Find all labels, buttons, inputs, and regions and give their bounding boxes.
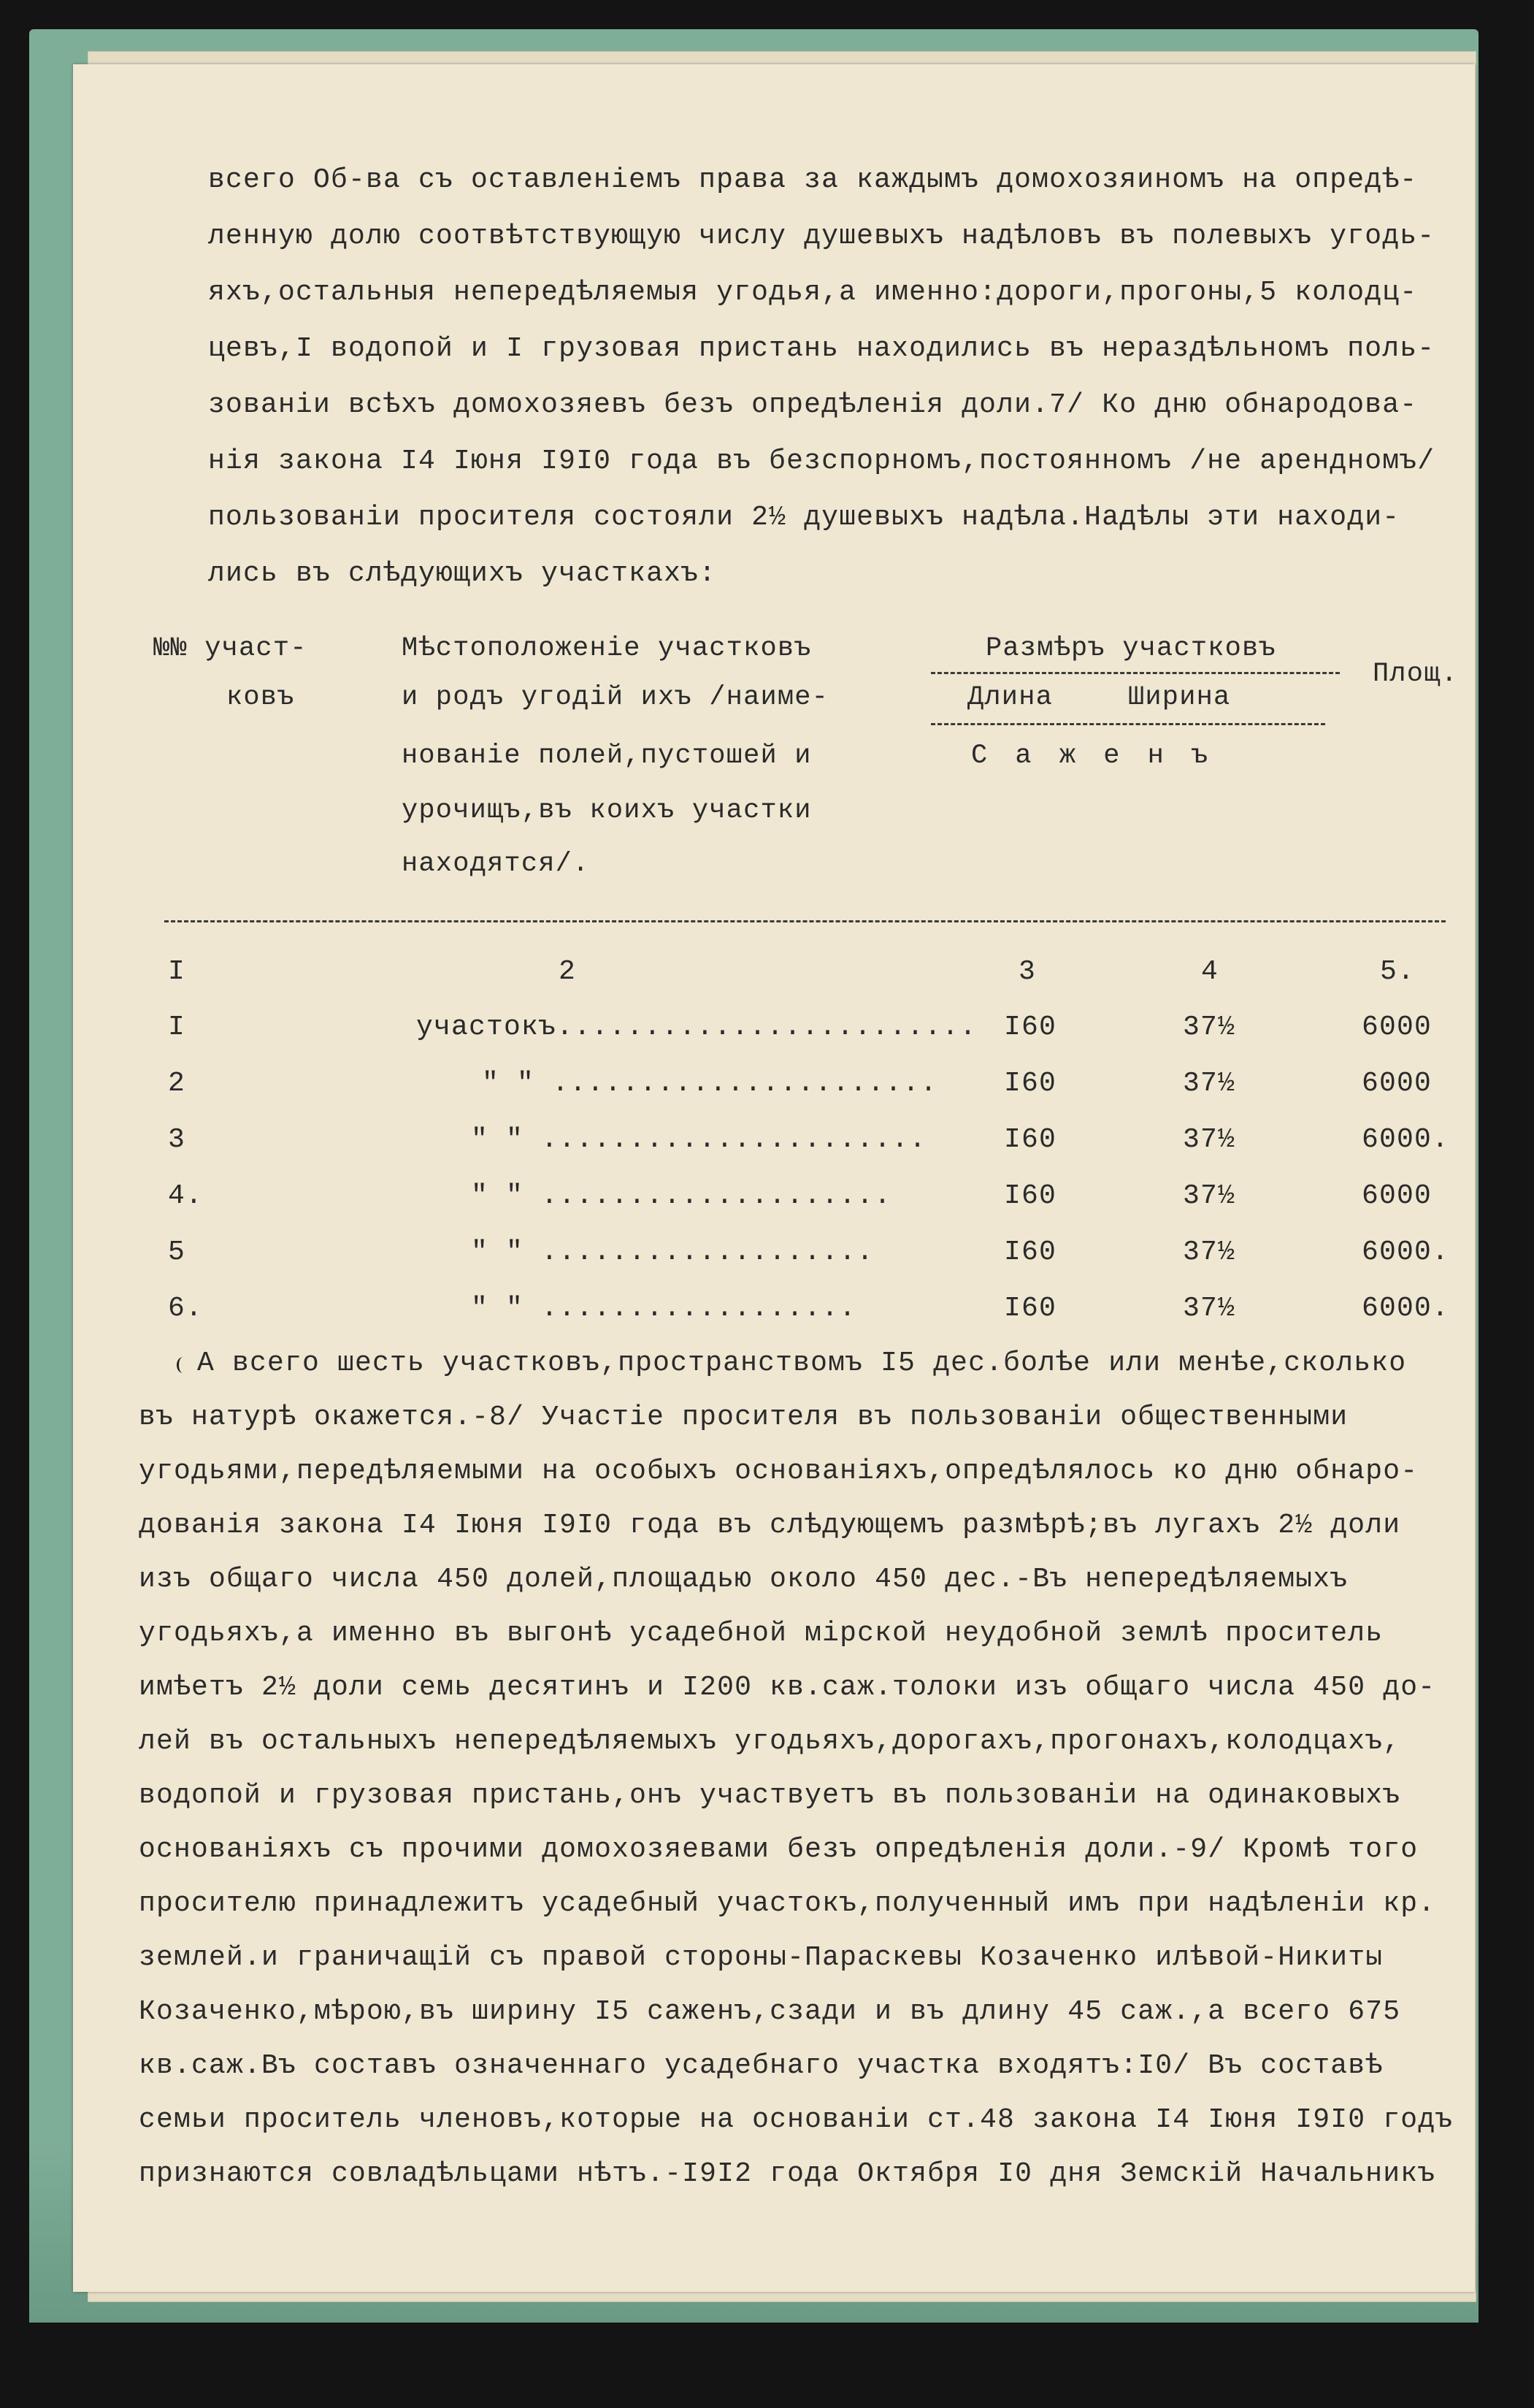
header-location-line: находятся/. [402, 849, 590, 879]
row-number: 5 [168, 1237, 186, 1268]
text-line: ленную долю соотвѣтствующую числу душевыхъ надѣловъ въ полевыхъ угодь- [208, 221, 1435, 252]
text-line: изъ общаго числа 450 долей,площадью около 450 дес.-Въ непередѣляемыхъ [139, 1564, 1349, 1595]
text-line: водопой и грузовая пристань,онъ участвуетъ въ пользованіи на одинаковыхъ [139, 1780, 1401, 1811]
text-line: имѣетъ 2½ доли семь десятинъ и I200 кв.саж.толоки изъ общаго числа 450 до- [139, 1672, 1436, 1703]
text-line: землей.и граничащій съ правой стороны-Параскевы Козаченко илѣвой-Никиты [139, 1942, 1384, 1973]
row-number: 2 [168, 1068, 186, 1099]
row-width: 37½ [1183, 1293, 1236, 1324]
text-line: угодьяхъ,а именно въ выгонѣ усадебной мірской неудобной землѣ проситель [139, 1618, 1384, 1649]
row-length: I60 [1004, 1293, 1057, 1324]
row-description: участокъ........................ [416, 1012, 978, 1043]
row-length: I60 [1004, 1180, 1057, 1212]
text-line: лись въ слѣдующихъ участкахъ: [208, 558, 717, 589]
row-area: 6000. [1362, 1124, 1450, 1155]
text-line: просителю принадлежитъ усадебный участокъ,полученный имъ при надѣленіи кр. [139, 1888, 1436, 1919]
row-number: 6. [168, 1293, 204, 1324]
row-area: 6000. [1362, 1237, 1450, 1268]
column-number: 2 [559, 956, 577, 987]
text-line: кв.саж.Въ составъ означеннаго усадебнаго участка входятъ:I0/ Въ составѣ [139, 2050, 1384, 2082]
row-area: 6000 [1362, 1012, 1433, 1043]
text-line: лей въ остальныхъ непередѣляемыхъ угодьяхъ,дорогахъ,прогонахъ,колодцахъ, [139, 1726, 1401, 1757]
text-line: всего Об-ва съ оставленіемъ права за каждымъ домохозяиномъ на опредѣ- [208, 164, 1418, 196]
row-description: " " ...................... [482, 1068, 938, 1099]
text-line: нія закона I4 Іюня I9I0 года въ безспорномъ,постоянномъ /не арендномъ/ [208, 446, 1435, 477]
row-length: I60 [1004, 1124, 1057, 1155]
text-line: въ натурѣ окажется.-8/ Участіе просителя въ пользованіи общественными [139, 1402, 1349, 1433]
text-line: зованіи всѣхъ домохозяевъ безъ опредѣленія доли.7/ Ко дню обнародова- [208, 389, 1418, 421]
text-line: яхъ,остальныя непередѣляемыя угодья,а именно:дороги,прогоны,5 колодц- [208, 277, 1418, 308]
text-line: пользованіи просителя состояли 2½ душевыхъ надѣла.Надѣлы эти находи- [208, 502, 1400, 533]
header-location-line: урочищъ,въ коихъ участки [402, 795, 812, 826]
row-number: 4. [168, 1180, 204, 1212]
row-width: 37½ [1183, 1068, 1236, 1099]
row-length: I60 [1004, 1237, 1057, 1268]
header-location-line: Мѣстоположеніе участковъ [402, 633, 812, 664]
row-width: 37½ [1183, 1124, 1236, 1155]
header-divider [931, 672, 1340, 674]
row-width: 37½ [1183, 1180, 1236, 1212]
row-length: I60 [1004, 1068, 1057, 1099]
text-line: Козаченко,мѣрою,въ ширину I5 саженъ,сзади и въ длину 45 саж.,а всего 675 [139, 1996, 1401, 2027]
header-unit: С а ж е н ъ [971, 741, 1214, 771]
row-description: " " .................. [471, 1293, 857, 1324]
row-description: " " .................... [471, 1180, 892, 1212]
column-number: 5. [1380, 956, 1416, 987]
header-number-line: ковъ [226, 682, 295, 713]
row-area: 6000 [1362, 1180, 1433, 1212]
header-length: Длина [967, 682, 1054, 713]
row-description: " " ...................... [471, 1124, 927, 1155]
row-area: 6000. [1362, 1293, 1450, 1324]
row-area: 6000 [1362, 1068, 1433, 1099]
column-number: I [168, 956, 186, 987]
row-number: 3 [168, 1124, 186, 1155]
text-line: А всего шесть участковъ,пространствомъ I5 дес.болѣе или менѣе,сколько [197, 1348, 1407, 1379]
row-width: 37½ [1183, 1012, 1236, 1043]
text-line: угодьями,передѣляемыми на особыхъ основаніяхъ,опредѣлялось ко дню обнаро- [139, 1456, 1419, 1487]
header-divider [931, 723, 1325, 725]
column-number: 3 [1019, 956, 1037, 987]
header-location-line: и родъ угодій ихъ /наиме- [402, 682, 829, 713]
header-size-title: Размѣръ участковъ [986, 633, 1276, 664]
row-width: 37½ [1183, 1237, 1236, 1268]
text-line: семьи проситель членовъ,которые на основаніи ст.48 закона I4 Іюня I9I0 годъ [139, 2104, 1454, 2136]
text-line: цевъ,I водопой и I грузовая пристань находились въ нераздѣльномъ поль- [208, 333, 1435, 364]
text-line: основаніяхъ съ прочими домохозяевами безъ опредѣленія доли.-9/ Кромѣ того [139, 1834, 1419, 1865]
binding-hole-mark [177, 1357, 189, 1373]
row-length: I60 [1004, 1012, 1057, 1043]
header-location-line: нованіе полей,пустошей и [402, 741, 812, 771]
column-number: 4 [1201, 956, 1219, 987]
header-number-line: №№ участ- [153, 633, 307, 664]
row-description: " " ................... [471, 1237, 875, 1268]
text-line: дованія закона I4 Іюня I9I0 года въ слѣдующемъ размѣрѣ;въ лугахъ 2½ доли [139, 1510, 1401, 1541]
row-number: I [168, 1012, 186, 1043]
header-width: Ширина [1128, 682, 1231, 713]
header-bottom-rule [164, 920, 1446, 922]
text-line: признаются совладѣльцами нѣтъ.-I9I2 года Октября I0 дня Земскій Начальникъ [139, 2158, 1436, 2190]
header-area: Площ. [1373, 659, 1459, 689]
